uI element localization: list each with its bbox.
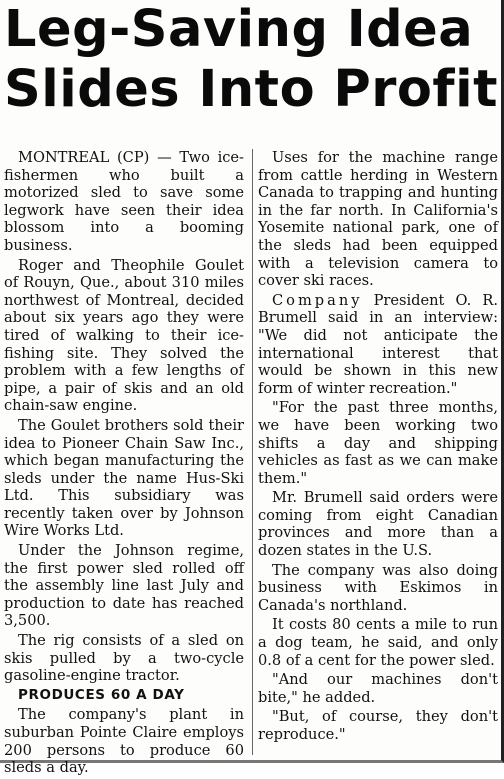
headline-line-1: Leg-Saving Idea: [4, 0, 474, 59]
column-divider: [252, 149, 253, 755]
article-paragraph: Mr. Brumell said orders were coming from eight Canadian provinces and more than a dozen states in the U.S.: [258, 489, 498, 560]
article-paragraph: The Goulet brothers sold their idea to Pioneer Chain Saw Inc., which began manufacturing the sleds under the name Hus-Ski Ltd. This subsidiary was recently taken over by Johnson Wire Works Ltd.: [4, 416, 244, 540]
article-paragraph: The company's plant in suburban Pointe Claire employs 200 persons to produce 60 sleds a day.: [4, 706, 244, 777]
article-paragraph: The rig consists of a sled on skis pulled by a two-cycle gasoline-engine tractor.: [4, 632, 244, 685]
headline-line-2: Slides Into Profit: [4, 60, 498, 119]
article-paragraph: MONTREAL (CP) — Two ice-fishermen who built a motorized sled to save some legwork have seen their idea blossom into a booming business.: [4, 149, 244, 254]
article-paragraph: It costs 80 cents a mile to run a dog team, he said, and only 0.8 of a cent for the power sled.: [258, 616, 498, 669]
paragraph-lead-word: Company: [272, 291, 363, 309]
headline: [4, 0, 500, 120]
article-paragraph: "For the past three months, we have been working two shifts a day and shipping vehicles as fast as we can make them.": [258, 399, 498, 487]
article-paragraph: The company was also doing business with Eskimos in Canada's northland.: [258, 561, 498, 614]
article-paragraph: Under the Johnson regime, the first power sled rolled off the assembly line last July and production to date has reached 3,500.: [4, 542, 244, 630]
article-paragraph: "But, of course, they don't reproduce.": [258, 708, 498, 743]
article-paragraph: [258, 292, 498, 398]
paragraph-text: President O. R. Brumell said in an interview: "We did not anticipate the international interest that would be shown in this new form of winter recreation.": [258, 291, 498, 397]
article-paragraph: Roger and Theophile Goulet of Rouyn, Que., about 310 miles northwest of Montreal, decided about six years ago they were tired of walking to their ice-fishing site. They solved the problem with a few lengths of pipe, a pair of skis and an old chain-saw engine.: [4, 256, 244, 415]
subheading: PRODUCES 60 A DAY: [18, 686, 185, 703]
right-column: [258, 149, 498, 746]
article-paragraph: Uses for the machine range from cattle herding in Western Canada to trapping and hunting in the far north. In California's Yosemite national park, one of the sleds had been equipped with a television camera to cover ski races.: [258, 149, 498, 290]
article-paragraph: "And our machines don't bite," he added.: [258, 671, 498, 706]
left-column: [4, 149, 244, 779]
